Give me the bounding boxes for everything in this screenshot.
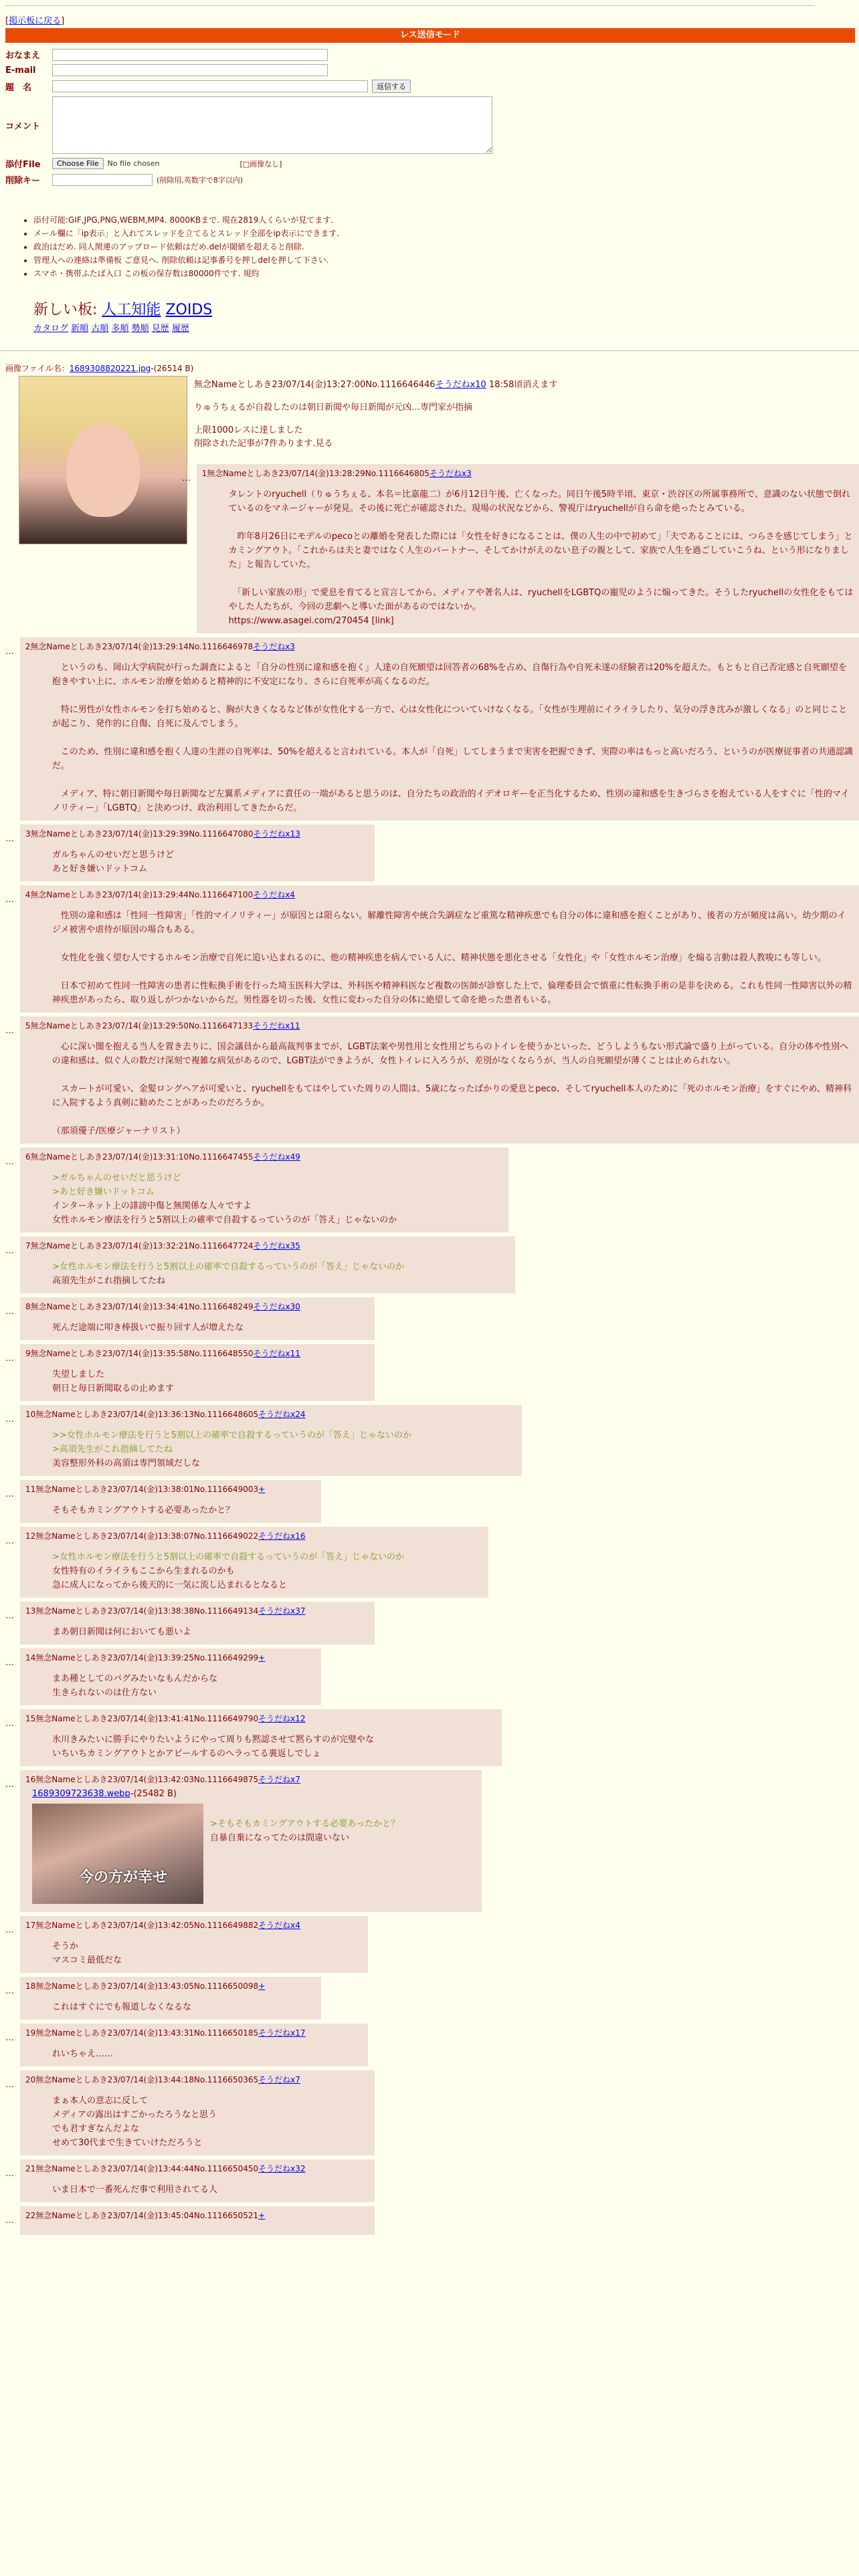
reply-marker: … <box>5 647 14 657</box>
reply-text <box>52 1550 483 1592</box>
op-title: りゅうちぇるが自殺したのは朝日新聞や毎日新聞が元凶…専門家が指摘 <box>194 403 473 413</box>
reply-header <box>25 1483 316 1497</box>
reply-header <box>25 1239 510 1253</box>
op-header-text: 無念Nameとしあき23/07/14(金)13:27:00No.1116646446 <box>194 380 436 390</box>
no-image-checkbox[interactable]: [□画像なし] <box>240 159 282 169</box>
reply-meta[interactable]: 無念Nameとしあき23/07/14(金)13:28:29No.1116646805 <box>207 469 430 478</box>
reply-text <box>52 1939 363 1967</box>
comment-label: コメント <box>5 121 41 132</box>
reply-header <box>25 640 854 654</box>
reply-meta[interactable]: 無念Nameとしあき23/07/14(金)13:43:05No.1116650098 <box>35 1981 259 1991</box>
reply-marker: … <box>5 1157 14 1167</box>
nav-link-oldest[interactable]: 古順 <box>91 324 109 334</box>
reply-message: まあ種としてのバグみたいなもんだからな 生きられないのは仕方ない <box>52 1674 218 1698</box>
reply-body <box>197 464 859 633</box>
reply-marker: … <box>5 2033 14 2043</box>
nav-link-history[interactable]: 履歴 <box>171 324 189 334</box>
reply-marker: … <box>5 1354 14 1364</box>
reply-post <box>5 1405 859 1476</box>
reply-post <box>5 1648 859 1705</box>
reply-post <box>5 1480 859 1523</box>
expire-text: 18:58頃消えます <box>488 380 558 390</box>
quote-text: >女性ホルモン療法を行うと5割以上の確率で自殺するっていうのが「答え」じゃないのか <box>52 1262 405 1272</box>
reply-post <box>5 1709 859 1766</box>
reply-post <box>182 464 859 633</box>
reply-message: 女性特有のイライラもここから生まれるのかも 急に成人になってから後天的に一気に流し込まれるとなると <box>52 1566 288 1590</box>
submit-reply-button[interactable]: 返信する <box>372 80 411 93</box>
reply-header <box>25 2073 369 2087</box>
thread-divider <box>0 350 859 351</box>
sodane-button[interactable]: そうだねx3 <box>253 642 295 651</box>
sodane-button[interactable]: そうだねx35 <box>253 1241 300 1251</box>
reply-header <box>25 1979 316 1994</box>
nav-link-catalog[interactable]: カタログ <box>33 324 69 334</box>
back-to-board-link[interactable]: 掲示板に戻る <box>9 16 62 26</box>
sodane-button[interactable]: そうだねx3 <box>430 469 472 478</box>
reply-marker: … <box>5 834 14 844</box>
reply-body <box>20 1709 502 1766</box>
reply-text <box>52 1040 854 1138</box>
reply-header <box>25 888 854 902</box>
reply-file-size: -(25482 B) <box>130 1789 177 1799</box>
reply-header <box>25 2026 363 2040</box>
reply-body <box>20 2159 375 2202</box>
email-label: E-mail <box>5 65 36 76</box>
sodane-button[interactable]: そうだねx30 <box>253 1302 300 1311</box>
reply-file-link[interactable]: 1689309723638.webp <box>32 1789 130 1799</box>
reply-message: 美容整形外科の高須は専門領域だしな <box>52 1459 201 1469</box>
reply-meta[interactable]: 無念Nameとしあき23/07/14(金)13:43:31No.1116650185 <box>35 2028 259 2038</box>
reply-number: 4 <box>25 890 31 899</box>
board-link[interactable]: ZOIDS <box>165 302 213 318</box>
sodane-button[interactable]: そうだねx49 <box>253 1152 300 1162</box>
reply-number: 21 <box>25 2164 36 2173</box>
reply-meta[interactable]: 無念Nameとしあき23/07/14(金)13:44:18No.1116650365 <box>35 2075 259 2084</box>
comment-textarea[interactable] <box>52 96 492 154</box>
reply-text <box>52 909 854 1007</box>
subject-label: 題 名 <box>5 82 32 93</box>
reply-post <box>5 1344 859 1401</box>
reply-message: 自暴自棄になってたのは間違いない <box>210 1833 350 1843</box>
reply-text <box>52 1171 503 1227</box>
reply-meta[interactable]: 無念Nameとしあき23/07/14(金)13:29:50No.1116647133 <box>30 1021 254 1031</box>
reply-text <box>52 2047 363 2061</box>
reply-meta[interactable]: 無念Nameとしあき23/07/14(金)13:38:01No.1116649003 <box>35 1485 259 1494</box>
reply-marker: … <box>5 2169 14 2179</box>
reply-number: 9 <box>25 1349 31 1358</box>
reply-header <box>25 2209 369 2223</box>
reply-message: というのも、岡山大学病院が行った調査によると「自分の性別に違和感を抱く」人達の自死願望は回答者の68%を占め、自傷行為や自死未遂の経験者は20%を超えた。もともと自己否定感と自死願望を抱きやすい上に、ホルモン治療を始めると精神的に不安定になり、さらに自死率が高くなるのだ。 特に男性が女性ホルモンを打ち始めると、胸が大きくなるなど体が女性化する一方で、心は女性化についていけなくなる。「女性が生理前にイライラしたり、気分の浮き沈みが激しくなる」のと同じことが起こり、発作的に自傷、自死に及んでしまう。 このため、性別に違和感を抱く人達の生涯の自死率は、50%を超えると言われている。本人が「自死」してしまうまで実害を把握できず、実際の率はもっと高いだろう、というのが医療従事者の共通認識だ。 メディア、特に朝日新聞や毎日新聞など左翼系メディアに責任の一端があると思うのは、自分たちの政治的イデオロギーを正当化するため、性別の違和感を生きづらさを抱えている人をすぐに「性的マイノリティー」「LGBTQ」と決めつけ、政治利用してきたからだ。 <box>52 663 854 813</box>
reply-text <box>52 1260 510 1288</box>
reply-marker: … <box>5 1489 14 1499</box>
reply-message: れいちゃえ…… <box>52 2049 114 2059</box>
note-item: • スマホ・携帯ふたば入口 この板の保存数は80000件です. 規約 <box>33 267 339 279</box>
reply-post <box>5 1916 859 1973</box>
reply-message: 氷川きみたいに勝手にやりたいようにやって周りも黙認させて黙らすのが完璧やな いちいちカミングアウトとかアピールするのへラってる裏返しでしょ <box>52 1735 375 1759</box>
reply-meta[interactable]: 無念Nameとしあき23/07/14(金)13:29:39No.1116647080 <box>30 829 254 839</box>
reply-body <box>20 1527 488 1598</box>
sodane-button[interactable]: そうだねx24 <box>258 1410 306 1419</box>
reply-body <box>20 2024 368 2066</box>
delete-key-label: 削除キー <box>5 176 41 186</box>
reply-meta[interactable]: 無念Nameとしあき23/07/14(金)13:42:05No.1116649882 <box>35 1921 259 1930</box>
reply-message: そうか マスコミ最低だな <box>52 1941 122 1965</box>
reply-number: 13 <box>25 1606 36 1616</box>
sodane-button[interactable]: そうだねx4 <box>258 1921 300 1930</box>
reply-number: 12 <box>25 1531 36 1541</box>
reply-meta[interactable]: 無念Nameとしあき23/07/14(金)13:32:21No.1116647724 <box>30 1241 254 1251</box>
sodane-button[interactable]: そうだねx37 <box>258 1606 306 1616</box>
reply-number: 15 <box>25 1714 36 1723</box>
reply-body <box>20 1237 515 1293</box>
reply-message: いま日本で一番死んだ事で利用されてる人 <box>52 2185 218 2195</box>
op-body <box>194 379 557 451</box>
sort-nav <box>33 321 189 334</box>
top-divider <box>5 5 815 7</box>
reply-marker: … <box>182 473 191 484</box>
reply-marker: … <box>5 1414 14 1424</box>
reply-header <box>25 827 369 841</box>
reply-meta[interactable]: 無念Nameとしあき23/07/14(金)13:38:38No.1116649134 <box>35 1606 259 1616</box>
reply-text <box>52 1672 316 1700</box>
reply-meta[interactable]: 無念Nameとしあき23/07/14(金)13:29:14No.1116646978 <box>30 642 254 651</box>
nav-link-most[interactable]: 多順 <box>111 324 129 334</box>
reply-post <box>5 2024 859 2066</box>
reply-message: そもそもカミングアウトする必要あったかと？ <box>52 1505 235 1515</box>
email-input[interactable] <box>52 64 328 76</box>
reply-header <box>25 1604 369 1618</box>
reply-marker: … <box>5 1986 14 1996</box>
reply-marker: … <box>5 1719 14 1729</box>
reply-message: ガルちゃんのせいだと思うけど あと好き嫌いドットコム <box>52 850 175 874</box>
reply-file-info <box>32 1787 476 1801</box>
reply-number: 5 <box>25 1021 31 1031</box>
sodane-button[interactable]: + <box>258 1485 266 1494</box>
no-file-text: No file chosen <box>107 159 160 168</box>
reply-header <box>25 1712 496 1726</box>
reply-header <box>25 2162 369 2176</box>
reply-number: 17 <box>25 1921 36 1930</box>
reply-marker: … <box>5 1611 14 1621</box>
reply-number: 7 <box>25 1241 31 1251</box>
thumbnail-caption: 今の方が幸せ <box>79 1869 168 1886</box>
sodane-button[interactable]: そうだねx7 <box>258 1775 300 1784</box>
reply-meta[interactable]: 無念Nameとしあき23/07/14(金)13:41:41No.1116649790 <box>35 1714 259 1723</box>
reply-post <box>5 1016 859 1144</box>
reply-text <box>52 2000 316 2014</box>
reply-text <box>52 661 854 815</box>
reply-body <box>20 1770 482 1912</box>
reply-marker: … <box>5 1780 14 1790</box>
reply-list <box>5 464 859 2235</box>
reply-message: 死んだ途端に叩き棒扱いで振り回す人が増えたな <box>52 1323 244 1333</box>
reply-body <box>20 1602 375 1644</box>
reply-marker: … <box>5 2216 14 2226</box>
sodane-button[interactable]: そうだねx11 <box>253 1021 300 1031</box>
reply-marker: … <box>5 1246 14 1256</box>
name-input[interactable] <box>52 49 328 61</box>
op-post <box>5 362 855 449</box>
reply-post <box>5 2070 859 2155</box>
reply-body <box>20 1977 321 2020</box>
reply-meta[interactable]: 無念Nameとしあき23/07/14(金)13:35:58No.1116648550 <box>30 1349 254 1358</box>
op-deleted-text: 削除された記事が7件あります.見る <box>194 439 333 449</box>
reply-message: インターネット上の誹謗中傷と無関係な人々ですよ 女性ホルモン療法を行うと5割以上の確率で自殺するっていうのが「答え」じゃないのか <box>52 1201 397 1225</box>
reply-post <box>5 637 859 821</box>
note-item: • メール欄に「ip表示」と入れてスレッドを立てるとスレッド全部をip表示にできます. <box>33 227 339 239</box>
back-link-wrap: [掲示板に戻る] <box>5 16 65 26</box>
reply-post <box>5 1297 859 1340</box>
reply-marker: … <box>5 1307 14 1317</box>
reply-marker: … <box>5 1925 14 1935</box>
reply-header <box>25 1651 316 1665</box>
reply-body <box>20 2070 375 2155</box>
reply-post <box>5 1527 859 1598</box>
reply-body <box>20 825 375 881</box>
reply-text <box>52 1733 496 1761</box>
reply-message: 性別の違和感は「性同一性障害」「性的マイノリティー」が原因とは限らない。解離性障害や統合失調症など重篤な精神疾患でも自分の体に違和感を抱くことがあり、後者の方が頻度は高い。幼少期のイジメ被害や虐待が原因の場合もある。 女性化を強く望む人でするホルモン治療で自死に追い込まれるのに、他の精神疾患を病んでいる人に、精神状態を悪化させる「女性化」や「女性ホルモン治療」を煽る言動は殺人教唆にも等しい。 日本で初めて性同一性障害の患者に性転換手術を行った埼玉医科大学は、外科医や精神科医など複数の医師が診察した上で、倫理委員会で慎重に性転換手術の是非を決める。これも性同一性障害以外の精神疾患があったら、取り返しがつかないからだ。男性器を切った後、女性に変わった自分の体に絶望して命を絶った患者もいる。 <box>52 911 852 1005</box>
reply-body <box>20 1405 522 1476</box>
reply-header <box>25 1919 363 1933</box>
reply-meta[interactable]: 無念Nameとしあき23/07/14(金)13:29:44No.1116647100 <box>30 890 254 899</box>
reply-text <box>52 1503 316 1517</box>
reply-post <box>5 1770 859 1912</box>
reply-post <box>5 2206 859 2235</box>
reply-number: 2 <box>25 642 31 651</box>
reply-header <box>25 1347 369 1361</box>
reply-meta[interactable]: 無念Nameとしあき23/07/14(金)13:45:04No.1116650521 <box>35 2211 259 2220</box>
reply-marker: … <box>5 1658 14 1668</box>
reply-number: 19 <box>25 2028 36 2038</box>
sodane-button[interactable]: そうだねx17 <box>258 2028 306 2038</box>
subject-input[interactable] <box>52 80 368 92</box>
reply-header <box>25 1150 503 1164</box>
reply-body <box>20 2206 375 2235</box>
sodane-button[interactable]: + <box>258 2211 266 2220</box>
reply-message: まあ朝日新聞は何においても悪いよ <box>52 1627 192 1637</box>
reply-mode-banner: レス送信モード <box>5 28 855 43</box>
reply-meta[interactable]: 無念Nameとしあき23/07/14(金)13:39:25No.1116649299 <box>35 1653 259 1662</box>
op-file-info <box>5 362 855 374</box>
reply-body <box>20 1916 368 1973</box>
op-file-link[interactable]: 1689308820221.jpg <box>69 364 151 373</box>
sodane-button[interactable]: そうだねx10 <box>435 380 486 390</box>
reply-number: 8 <box>25 1302 31 1311</box>
reply-post <box>5 825 859 881</box>
reply-message: 失望しました 朝日と毎日新聞取るの止めます <box>52 1370 175 1394</box>
reply-header <box>25 1773 476 1787</box>
reply-message: タレントのryuchell（りゅうちぇる、本名＝比嘉龍二）が6月12日午後、亡くなった。同日午後5時半頃、東京・渋谷区の所属事務所で、意識のない状態で倒れているのをマネージャーが発見。その後に死亡が確認された。現場の状況などから、警視庁はryuchellが自ら命を絶ったとみている。 昨年8月26日にモデルのpecoとの離婚を発表した際には「女性を好きになることは、僕の人生の中で初めて」「夫であることには、つらさを感じてしまう」とカミングアウト。「これからは夫と妻ではなく人生のパートナー、そしてかけがえのない息子の親として、家族で人生を過ごしていこうね、という形になりました」と報告していた。 「新しい家族の形」で愛息を育てると宣言してから、メディアや著名人は、ryuchellをLGBTQの寵児のように煽ってきた。そうしたryuchellの女性化をもてはやした人たちが、今回の悲劇へと導いた面があるのではないか。 https://www.asagei.com/270454 [link] <box>228 490 854 626</box>
reply-post <box>5 1977 859 2020</box>
reply-message: これはすぐにでも報道しなくなるな <box>52 2002 192 2012</box>
reply-meta[interactable]: 無念Nameとしあき23/07/14(金)13:34:41No.1116648249 <box>30 1302 254 1311</box>
quote-text: >女性ホルモン療法を行うと5割以上の確率で自殺するっていうのが「答え」じゃないのか <box>52 1552 405 1562</box>
reply-body <box>20 1480 321 1523</box>
reply-meta[interactable]: 無念Nameとしあき23/07/14(金)13:38:07No.1116649022 <box>35 1531 259 1541</box>
reply-number: 18 <box>25 1981 36 1991</box>
board-notes <box>33 214 339 281</box>
reply-number: 14 <box>25 1653 36 1662</box>
reply-body <box>20 1297 375 1340</box>
new-boards-label: 新しい板: <box>33 302 98 318</box>
choose-file-button[interactable]: Choose File <box>52 158 104 169</box>
new-boards <box>33 298 212 319</box>
quote-text: >ガルちゃんのせいだと思うけど >あと好き嫌いドットコム <box>52 1173 181 1197</box>
reply-meta[interactable]: 無念Nameとしあき23/07/14(金)13:42:03No.1116649875 <box>35 1775 259 1784</box>
reply-header <box>202 467 854 481</box>
file-label: 画像ファイル名： <box>5 364 70 373</box>
reply-thumbnail[interactable] <box>32 1804 203 1904</box>
sodane-button[interactable]: そうだねx16 <box>258 1531 306 1541</box>
nav-link-newest[interactable]: 新順 <box>71 324 89 334</box>
reply-header <box>25 1300 369 1314</box>
reply-marker: … <box>5 1026 14 1036</box>
reply-body <box>20 1648 321 1705</box>
sodane-button[interactable]: そうだねx7 <box>258 2075 300 2084</box>
reply-message: 心に深い闇を抱える当人を置き去りに、国会議員から最高裁判事までが、LGBT法案や男性用と女性用どちらのトイレを使うかといった、どうしようもない形式論で盛り上がっている。自分の体や性別への違和感は、似ぐ人の数だけ深刻で複雑な病気があるので、LGBT法ができようが、女性トイレに入ろうが、差別がなくならうが、当人の自死願望が薄くことは止められない。 スカートが可愛い、金髪ロングヘアが可愛いと、ryuchellをもてはやしていた周りの人間は、5歳になったばかりの愛息とpeco、そしてryuchell本人のために「死のホルモン治療」をすぐにやめ、精神科に入院するよう真剣に勧めたことがあったのだろうか。 （那須優子/医療ジャーナリスト） <box>52 1042 852 1136</box>
reply-text <box>52 1428 516 1471</box>
reply-header <box>25 1408 516 1422</box>
reply-body <box>20 1016 859 1144</box>
reply-message: まぁ本人の意志に反して メディアの露出はすごかったろうなと思う でも君すぎなんだよな せめて30代まで生きていけただろうと <box>52 2096 217 2148</box>
reply-number: 1 <box>201 469 207 478</box>
reply-body <box>20 1148 508 1232</box>
reply-post <box>5 885 859 1012</box>
nav-link-momentum[interactable]: 勢順 <box>131 324 149 334</box>
reply-post <box>5 2159 859 2202</box>
reply-header <box>25 1019 854 1033</box>
reply-body <box>20 637 859 821</box>
note-item: • 添付可能:GIF,JPG,PNG,WEBM,MP4. 8000KBまで. 現在2819人くらいが見てます. <box>33 214 339 225</box>
reply-body <box>20 885 859 1012</box>
sodane-button[interactable]: そうだねx12 <box>258 1714 306 1723</box>
reply-number: 20 <box>25 2075 36 2084</box>
sodane-button[interactable]: そうだねx11 <box>253 1349 300 1358</box>
op-header <box>194 379 557 392</box>
reply-marker: … <box>5 895 14 905</box>
reply-text <box>52 1321 369 1335</box>
delete-key-input[interactable] <box>52 174 153 186</box>
nav-link-viewed[interactable]: 見歴 <box>151 324 169 334</box>
reply-meta[interactable]: 無念Nameとしあき23/07/14(金)13:44:44No.1116650450 <box>35 2164 259 2173</box>
delete-key-note: (削除用,英数字で8字以内) <box>157 175 244 185</box>
reply-form <box>5 48 492 189</box>
sodane-button[interactable]: そうだねx13 <box>253 829 300 839</box>
op-limit-text: 上限1000レスに達しました <box>194 425 303 435</box>
reply-number: 11 <box>25 1485 36 1494</box>
reply-marker: … <box>5 2080 14 2090</box>
reply-number: 16 <box>25 1775 36 1784</box>
reply-post <box>5 1602 859 1644</box>
reply-body <box>20 1344 375 1401</box>
reply-message: 高須先生がこれ指摘してたね <box>52 1276 166 1286</box>
reply-number: 6 <box>25 1152 31 1162</box>
reply-number: 22 <box>25 2211 36 2220</box>
reply-text <box>52 2183 369 2197</box>
quote-text: >>女性ホルモン療法を行うと5割以上の確率で自殺するっていうのが「答え」じゃないのか >高須先生がこれ指摘してたね <box>52 1430 412 1455</box>
file-label: 添付File <box>5 160 41 170</box>
name-label: おなまえ <box>5 51 41 61</box>
sodane-button[interactable]: そうだねx32 <box>258 2164 306 2173</box>
note-item: • 政治はだめ. 同人関連のアップロード依頼はだめ.delが閾値を超えると削除. <box>33 241 339 252</box>
reply-meta[interactable]: 無念Nameとしあき23/07/14(金)13:36:13No.1116648605 <box>35 1410 259 1419</box>
reply-marker: … <box>5 1536 14 1546</box>
reply-text <box>52 848 369 876</box>
reply-meta[interactable]: 無念Nameとしあき23/07/14(金)13:31:10No.1116647455 <box>30 1152 254 1162</box>
reply-post <box>5 1148 859 1232</box>
reply-text <box>229 488 854 628</box>
sodane-button[interactable]: + <box>258 1981 266 1991</box>
reply-text <box>52 1625 369 1639</box>
reply-text <box>52 2094 369 2150</box>
board-link[interactable]: 人工知能 <box>102 302 161 318</box>
sodane-button[interactable]: そうだねx4 <box>253 890 295 899</box>
reply-number: 10 <box>25 1410 36 1419</box>
reply-header <box>25 1529 483 1543</box>
note-item: • 管理人への連絡は準備板 ご意見へ. 削除依頼は記事番号を押しdelを押して下さい. <box>33 254 339 265</box>
op-file-size: -(26514 B) <box>151 364 194 373</box>
reply-post <box>5 1237 859 1293</box>
sodane-button[interactable]: + <box>258 1653 266 1662</box>
reply-text <box>52 1368 369 1396</box>
reply-number: 3 <box>25 829 31 839</box>
quote-text: >そもそもカミングアウトする必要あったかと？ <box>210 1819 400 1829</box>
